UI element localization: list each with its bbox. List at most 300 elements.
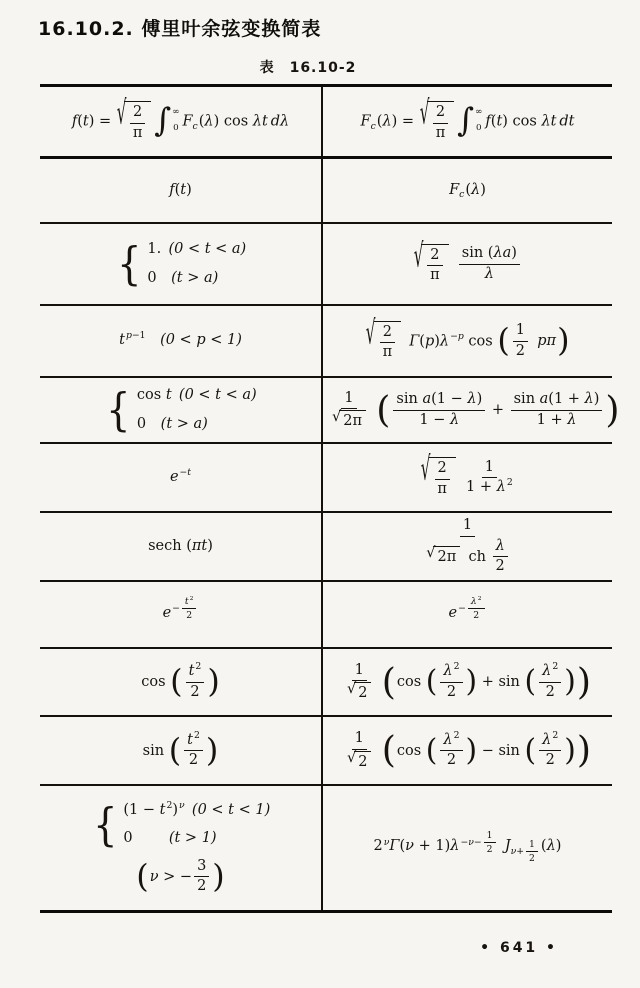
math-sup (478, 595, 482, 602)
math-pinner (437, 663, 465, 701)
math-it: λ (546, 838, 556, 855)
formula-cell-right (321, 87, 612, 156)
math-fence: ( (524, 732, 537, 768)
math-sup (190, 595, 194, 602)
math-rm: π (132, 124, 143, 141)
math-rm: ) (172, 801, 179, 818)
math-sup (552, 661, 558, 672)
math-frac (511, 391, 603, 429)
math-rm: 2 (529, 853, 535, 865)
math-rm: 2 (437, 460, 447, 477)
math-den (430, 266, 440, 284)
math-pgroup (425, 729, 478, 770)
math-pgroup (168, 729, 219, 770)
math-it: (t > 1) (168, 830, 217, 847)
math-mrow (71, 96, 290, 142)
math-isym: ∫ (457, 100, 475, 139)
math-sub (459, 189, 464, 202)
math-rm: 2 (358, 685, 368, 701)
math-it: ν (405, 838, 414, 855)
math-pinner (390, 391, 605, 429)
math-rm: ) (207, 537, 213, 554)
math-arg (433, 546, 460, 566)
formula-cell-left (40, 87, 321, 156)
math-sup (384, 837, 390, 850)
table-row (40, 304, 612, 376)
math-fence: ( (524, 664, 537, 700)
math-sup (454, 661, 460, 672)
math-rm: 2 (453, 661, 460, 673)
math-it: c (192, 121, 198, 133)
math-den (331, 409, 367, 430)
math-frac (539, 663, 561, 701)
section-title: 16.10.2. 傅里叶余弦变换简表 (38, 18, 322, 40)
math-rm: + (487, 402, 509, 418)
math-rm: sech ( (148, 537, 192, 554)
math-it: ν (383, 836, 390, 848)
math-crows (123, 801, 270, 849)
math-pgroup (376, 387, 620, 431)
math-intg (154, 100, 180, 139)
math-sup (180, 467, 192, 480)
math-rm: 2 (446, 752, 457, 768)
math-it: λ (443, 731, 453, 748)
math-den (546, 751, 555, 769)
math-it: λ (470, 596, 477, 608)
math-mrow (115, 237, 247, 291)
math-sqrt (413, 239, 448, 285)
math-it: λt dt (541, 113, 575, 130)
math-den (419, 411, 459, 429)
math-num (130, 104, 145, 123)
math-it: πt (191, 537, 208, 554)
math-it: λ (542, 731, 552, 748)
math-num (380, 324, 395, 343)
math-lo: 0 (476, 123, 482, 134)
math-rad: √ (346, 749, 357, 766)
formula-cell-right (321, 224, 612, 304)
math-rm: 1 (344, 389, 354, 406)
math-rad: √ (346, 681, 357, 697)
math-it: p (125, 330, 132, 342)
math-fence: ( (497, 321, 510, 360)
math-it: Γ (409, 333, 420, 349)
math-sqrt (347, 682, 371, 702)
math-frac (184, 729, 203, 770)
table-row (40, 715, 612, 784)
math-it: f (485, 113, 491, 130)
math-it: c (370, 121, 376, 133)
math-fence: ) (465, 664, 478, 700)
math-rm: 1 + (536, 411, 568, 428)
math-frac (346, 730, 372, 771)
math-arg (339, 410, 366, 430)
math-rm: + 1) (413, 838, 451, 855)
math-it: (0 < p < 1) (160, 332, 242, 349)
math-pgroup (525, 663, 576, 701)
math-rm: 2 (190, 683, 200, 700)
math-den (447, 751, 456, 769)
table-row (40, 784, 612, 910)
math-mrow (373, 829, 562, 865)
math-lims (171, 107, 179, 136)
math-rm: 1 (354, 730, 364, 747)
math-pgroup (524, 729, 576, 770)
math-rm (450, 256, 457, 272)
math-it: a (422, 391, 432, 408)
math-it: λ (204, 113, 214, 130)
math-rm: ) cos (502, 113, 542, 130)
math-frac (186, 663, 205, 701)
math-it: −ν− (460, 836, 482, 848)
formula-cell-right (321, 582, 612, 647)
formula-cell-left (40, 159, 321, 222)
math-it: t (184, 596, 189, 608)
math-fence: ) (465, 732, 478, 768)
math-brace: { (92, 797, 118, 851)
math-frac (526, 839, 538, 864)
math-it: c (459, 189, 465, 201)
math-fence: ( (136, 857, 149, 895)
math-frac (393, 391, 485, 429)
math-den (186, 609, 192, 621)
math-crow (147, 240, 246, 260)
math-mrow (119, 331, 242, 351)
math-lo: 0 (173, 123, 179, 134)
math-fence: ( (425, 732, 438, 768)
math-it: λ (471, 181, 481, 198)
math-num (440, 663, 462, 682)
math-rm: ( (419, 333, 425, 349)
math-crows (137, 386, 257, 434)
math-rm: ) = (88, 113, 116, 130)
math-sup (450, 331, 464, 344)
math-num (440, 729, 462, 751)
math-sqrt (116, 96, 151, 142)
math-cases (91, 797, 271, 851)
math-frac (484, 830, 496, 855)
formula-cell-right (321, 306, 612, 376)
math-rm: 2 (515, 342, 526, 359)
formula-cell-right (321, 378, 626, 442)
math-mrow (365, 316, 570, 362)
math-rm: 2 (382, 323, 392, 340)
math-rad: √ (332, 409, 342, 425)
math-rm: π (435, 124, 446, 141)
math-rm: 2 (453, 729, 460, 741)
math-num (352, 662, 367, 681)
math-it: ν+ (510, 846, 524, 858)
math-rm: 1 − (419, 411, 451, 428)
math-rm: 2 (552, 729, 559, 741)
math-rm: 0 (136, 415, 161, 432)
math-frac (331, 390, 367, 431)
math-it: ν (149, 868, 159, 885)
math-rm: 2 (545, 683, 555, 700)
math-mrow (420, 452, 514, 498)
math-rm: 2 (193, 729, 200, 741)
math-it: λ (584, 391, 594, 408)
math-it: e (448, 605, 458, 621)
math-sqrt (426, 546, 460, 566)
math-sqrt (347, 751, 371, 771)
math-mbr (91, 849, 270, 858)
math-mrow (162, 595, 199, 627)
math-sqrt (421, 452, 455, 498)
math-pinner (536, 729, 564, 770)
math-isym: ∫ (154, 100, 172, 139)
math-sup (172, 596, 198, 621)
math-num (184, 729, 203, 751)
math-sup (552, 730, 558, 741)
math-fence: ( (168, 730, 182, 769)
math-fence: ( (381, 659, 396, 703)
math-rm: cos (136, 386, 166, 403)
math-rm: 2 (473, 610, 480, 622)
math-num (352, 730, 367, 749)
math-arg (429, 457, 456, 498)
math-rm: 2 (186, 610, 193, 622)
math-num (194, 858, 209, 877)
math-rm: 2 (373, 838, 383, 855)
math-mrow (360, 96, 575, 142)
math-den (496, 557, 505, 575)
math-den (133, 124, 143, 142)
math-num (459, 245, 520, 264)
formula-cell-left (40, 513, 321, 580)
math-rm: 0 (147, 269, 172, 286)
math-rm: cos (396, 742, 426, 759)
formula-cell-right (321, 513, 612, 580)
math-fence: ) (576, 728, 591, 772)
math-rm (457, 470, 464, 486)
math-pinner (149, 858, 213, 896)
math-den (436, 124, 446, 142)
math-it: λ (542, 663, 552, 680)
math-num (427, 247, 442, 266)
math-mrow (423, 517, 512, 575)
math-pinner (396, 663, 577, 701)
math-hi: ∞ (475, 106, 483, 117)
math-it: λa (493, 245, 512, 262)
math-rm (374, 674, 381, 690)
math-sup (126, 330, 146, 343)
math-pinner (437, 729, 465, 770)
math-rm: 1 (515, 322, 526, 339)
math-rm: ( (490, 113, 497, 130)
formula-cell-left (40, 649, 321, 715)
math-mrow (449, 181, 486, 201)
math-rm: sin (513, 391, 540, 408)
math-arg (124, 101, 151, 142)
math-num (468, 596, 485, 609)
math-sup (166, 800, 172, 813)
math-rm (146, 332, 161, 348)
math-it: J (504, 838, 511, 855)
math-den (346, 681, 372, 702)
math-frac (513, 322, 528, 360)
math-it: e (169, 468, 179, 485)
math-it: t (496, 113, 503, 130)
math-rm: 1 (462, 517, 473, 534)
math-frac (182, 596, 197, 621)
math-rm: 2 (486, 843, 493, 855)
math-pgroup (381, 728, 591, 772)
math-cases (115, 237, 247, 291)
math-fence: ) (205, 730, 219, 769)
math-fence: ) (605, 387, 620, 431)
math-num (513, 322, 528, 341)
math-sqrt (332, 410, 366, 430)
math-rad: √ (419, 96, 430, 133)
math-rm: cos (141, 674, 171, 690)
math-rm: ( (540, 838, 547, 855)
table-row (40, 511, 612, 580)
math-it: f (169, 181, 175, 198)
math-mrow (344, 659, 591, 703)
math-rm: ) (434, 333, 440, 349)
math-rm: − (172, 603, 180, 615)
math-it: λ (439, 333, 450, 349)
formula-cell-left (40, 786, 321, 910)
math-it: t (159, 801, 166, 818)
math-mrow (413, 239, 522, 285)
math-it: λ (467, 391, 477, 408)
math-rm: ( (77, 113, 83, 130)
math-mrow (104, 383, 257, 437)
formula-cell-right (321, 444, 612, 511)
math-it: (0 < t < a) (168, 240, 247, 257)
math-rm: 1 (354, 661, 364, 678)
math-crow (123, 829, 216, 849)
math-den (425, 537, 510, 576)
math-frac (468, 596, 485, 621)
math-rm (369, 402, 376, 418)
math-num (511, 391, 603, 410)
math-it: λ (450, 838, 460, 855)
math-mrow (148, 537, 213, 557)
math-frac (427, 247, 442, 285)
math-mrow (169, 181, 192, 201)
math-it: a (539, 391, 549, 408)
math-pgroup (497, 322, 569, 360)
math-it: λ (496, 479, 506, 495)
math-num (526, 839, 538, 852)
math-intg (457, 100, 483, 139)
table-caption: 表 16.10-2 (259, 60, 357, 76)
math-rm: (1 + (548, 391, 585, 408)
math-rm: 1 (529, 838, 535, 850)
math-rm: ) (511, 245, 517, 262)
math-den (189, 751, 198, 769)
math-frac (194, 858, 209, 896)
math-rm: π (430, 267, 440, 283)
math-rm: ) = (391, 113, 419, 130)
math-it: F (182, 113, 193, 130)
math-rm: 1 (486, 829, 493, 841)
math-crow (137, 415, 208, 435)
math-num (484, 830, 496, 843)
math-it: t (188, 663, 195, 680)
math-rm: ) cos (213, 113, 253, 130)
math-num (460, 517, 475, 536)
math-rm: ) (186, 181, 192, 198)
math-rm: ) (476, 391, 483, 408)
math-rm: 1 (484, 458, 494, 475)
math-rm: + sin (477, 674, 525, 690)
math-den (466, 478, 513, 496)
math-crow (123, 801, 270, 821)
math-num (539, 663, 561, 682)
math-rm: 3 (197, 857, 207, 874)
math-it: F (449, 181, 460, 198)
math-rm: ( (198, 113, 205, 130)
math-sup (454, 730, 460, 741)
math-rm: ) (593, 391, 600, 408)
math-rm: 2 (446, 683, 457, 700)
math-it: Γ (389, 838, 400, 855)
formula-cell-right (321, 717, 612, 784)
formula-cell-left (40, 444, 321, 511)
math-it: (0 < t < a) (178, 386, 257, 403)
math-fence: ( (170, 662, 183, 701)
math-den (197, 877, 206, 895)
math-fence: ) (212, 857, 225, 895)
math-it: λt dλ (252, 113, 290, 130)
math-rm: 2 (552, 661, 559, 673)
math-it: ν (179, 799, 185, 811)
math-rm: 2 (545, 752, 555, 768)
math-num (482, 459, 497, 478)
math-den (516, 342, 525, 360)
math-den (383, 343, 393, 361)
math-rm: 1 + (466, 479, 497, 495)
math-frac (493, 538, 508, 576)
math-it: pπ (537, 333, 557, 349)
table-row (40, 647, 612, 715)
math-num (435, 460, 450, 479)
math-sqrt (419, 96, 454, 142)
table-row (40, 376, 620, 442)
formula-cell-left (40, 378, 321, 442)
math-mrow (170, 468, 191, 488)
math-fence: ( (376, 387, 391, 431)
math-rm (374, 743, 381, 759)
math-it: t (119, 332, 125, 349)
math-frac (539, 729, 561, 770)
formula-cell-right (321, 649, 612, 715)
math-rm: cos (396, 674, 426, 690)
math-it: −p (450, 331, 464, 343)
math-mrow (141, 663, 220, 701)
page-number: • 641 • (480, 940, 558, 956)
math-frac (433, 104, 448, 142)
math-rm: ) (555, 838, 562, 855)
math-arg (354, 751, 371, 771)
math-sup (507, 477, 513, 488)
math-sqrt (366, 316, 400, 362)
math-rm: 2 (495, 558, 505, 575)
math-num (182, 596, 197, 609)
math-rm: 2 (195, 661, 202, 673)
math-mrow (91, 797, 271, 896)
math-rm: − (458, 603, 466, 615)
math-rm: ( (174, 181, 181, 198)
math-it: (t > a) (171, 269, 219, 286)
math-pinner (181, 729, 206, 770)
math-arg (421, 244, 448, 285)
math-num (341, 390, 356, 409)
